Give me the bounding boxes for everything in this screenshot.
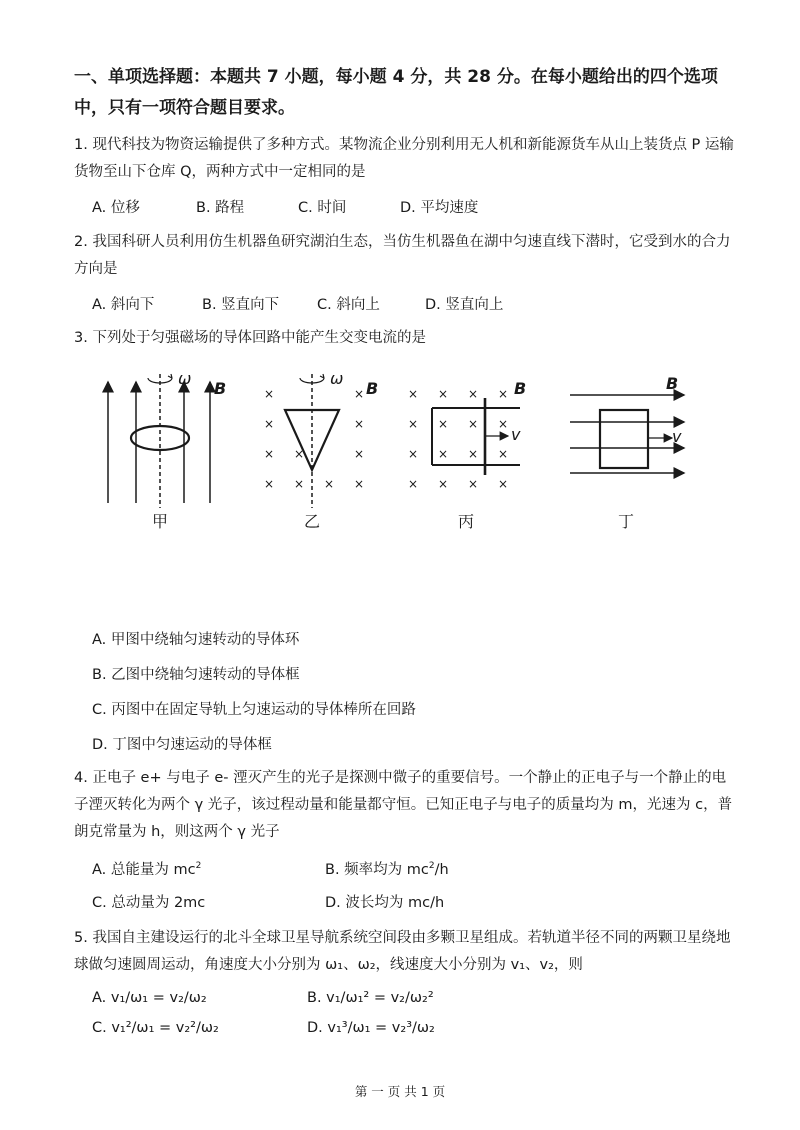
- yi-cross: ×: [264, 447, 275, 461]
- q4-option-a[interactable]: A. 总能量为 $mc^2$: [92, 861, 202, 878]
- jia-omega-symbol: ω: [178, 369, 192, 388]
- bing-velocity-symbol: v: [511, 425, 521, 444]
- svg-text:×: ×: [498, 417, 509, 431]
- svg-text:×: ×: [468, 417, 479, 431]
- question-5-stem: 5. 我国自主建设运行的北斗全球卫星导航系统空间段由多颗卫星组成。若轨道半径不同的两颗卫星绕地球做匀速圆周运动，角速度大小分别为 ω₁、ω₂，线速度大小分别为 v₁、v₂，则: [74, 930, 731, 973]
- q5-option-a[interactable]: A. v₁/ω₁ = v₂/ω₂: [92, 990, 207, 1006]
- svg-text:×: ×: [468, 447, 479, 461]
- svg-text:×: ×: [438, 447, 449, 461]
- figure-label-ding: 丁: [618, 512, 635, 531]
- q4-option-b[interactable]: B. 频率均为 $mc^2/h$: [325, 861, 449, 878]
- question-1-stem: 1. 现代科技为物资运输提供了多种方式。某物流企业分别利用无人机和新能源货车从山上装货点 P 运输货物至山下仓库 Q，两种方式中一定相同的是: [74, 137, 734, 180]
- svg-text:×: ×: [468, 477, 479, 491]
- q5-option-b[interactable]: B. v₁/ω₁² = v₂/ω₂²: [307, 990, 434, 1006]
- q1-option-a[interactable]: A. 位移: [92, 200, 140, 216]
- q2-option-b[interactable]: B. 竖直向下: [202, 297, 280, 313]
- q3-figure: [80, 360, 720, 540]
- q3-option-b[interactable]: B. 乙图中绕轴匀速转动的导体框: [92, 667, 300, 683]
- svg-text:×: ×: [438, 477, 449, 491]
- figure-bing: [408, 379, 526, 531]
- page-footer: 第 一 页 共 1 页: [354, 1084, 446, 1099]
- q1-option-c[interactable]: C. 时间: [298, 200, 347, 216]
- q5-option-d[interactable]: D. v₁³/ω₁ = v₂³/ω₂: [307, 1020, 435, 1036]
- q1-option-b[interactable]: B. 路程: [196, 200, 245, 216]
- yi-cross: ×: [354, 477, 365, 491]
- q5-option-c[interactable]: C. v₁²/ω₁ = v₂²/ω₂: [92, 1020, 219, 1036]
- yi-field-symbol: B: [366, 379, 379, 398]
- figure-label-yi: 乙: [304, 512, 321, 531]
- ding-velocity-symbol: v: [672, 427, 682, 446]
- q3-option-c[interactable]: C. 丙图中在固定导轨上匀速运动的导体棒所在回路: [92, 702, 416, 718]
- yi-omega-symbol: ω: [330, 369, 344, 388]
- bing-field-symbol: B: [514, 379, 527, 398]
- figure-label-jia: 甲: [152, 512, 169, 531]
- svg-text:×: ×: [438, 417, 449, 431]
- q3-option-a[interactable]: A. 甲图中绕轴匀速转动的导体环: [92, 632, 300, 648]
- yi-cross: ×: [294, 447, 305, 461]
- figure-label-bing: 丙: [458, 512, 475, 531]
- svg-text:×: ×: [468, 387, 479, 401]
- figure-ding: [570, 374, 684, 531]
- q1-option-d[interactable]: D. 平均速度: [400, 200, 479, 216]
- svg-text:×: ×: [408, 417, 419, 431]
- q2-option-a[interactable]: A. 斜向下: [92, 297, 155, 313]
- question-2-stem: 2. 我国科研人员利用仿生机器鱼研究湖泊生态，当仿生机器鱼在湖中匀速直线下潜时，它受到水的合力方向是: [74, 234, 731, 277]
- jia-field-symbol: B: [214, 379, 227, 398]
- yi-cross: ×: [264, 477, 275, 491]
- question-3-stem: 3. 下列处于匀强磁场的导体回路中能产生交变电流的是: [74, 330, 426, 346]
- yi-cross: ×: [354, 387, 365, 401]
- svg-text:×: ×: [498, 387, 509, 401]
- yi-cross: ×: [264, 387, 275, 401]
- yi-cross: ×: [264, 417, 275, 431]
- svg-text:×: ×: [498, 477, 509, 491]
- ding-field-symbol: B: [666, 374, 679, 393]
- section-title: 一、单项选择题：本题共 7 小题，每小题 4 分，共 28 分。在每小题给出的四个选项中，只有一项符合题目要求。: [74, 67, 718, 118]
- svg-text:×: ×: [408, 387, 419, 401]
- yi-cross: ×: [354, 447, 365, 461]
- q2-option-c[interactable]: C. 斜向上: [317, 297, 380, 313]
- figure-yi: [264, 369, 378, 531]
- svg-text:×: ×: [438, 387, 449, 401]
- svg-text:×: ×: [498, 447, 509, 461]
- yi-cross: ×: [354, 417, 365, 431]
- svg-text:×: ×: [408, 447, 419, 461]
- yi-cross: ×: [294, 477, 305, 491]
- q3-option-d[interactable]: D. 丁图中匀速运动的导体框: [92, 737, 272, 753]
- figure-jia: [108, 369, 226, 531]
- q4-option-c[interactable]: C. 总动量为 2mc: [92, 895, 206, 911]
- question-4-stem: 4. 正电子 e+ 与电子 e- 湮灭产生的光子是探测中微子的重要信号。一个静止的正电子与一个静止的电子湮灭转化为两个 γ 光子，该过程动量和能量都守恒。已知正电子与电子的质量均为 m，光速为 c，普朗克常量为 h，则这两个 γ 光子: [74, 770, 733, 840]
- svg-text:×: ×: [408, 477, 419, 491]
- q2-option-d[interactable]: D. 竖直向上: [425, 297, 504, 313]
- q4-option-d[interactable]: D. 波长均为 mc/h: [325, 895, 445, 911]
- yi-cross: ×: [324, 477, 335, 491]
